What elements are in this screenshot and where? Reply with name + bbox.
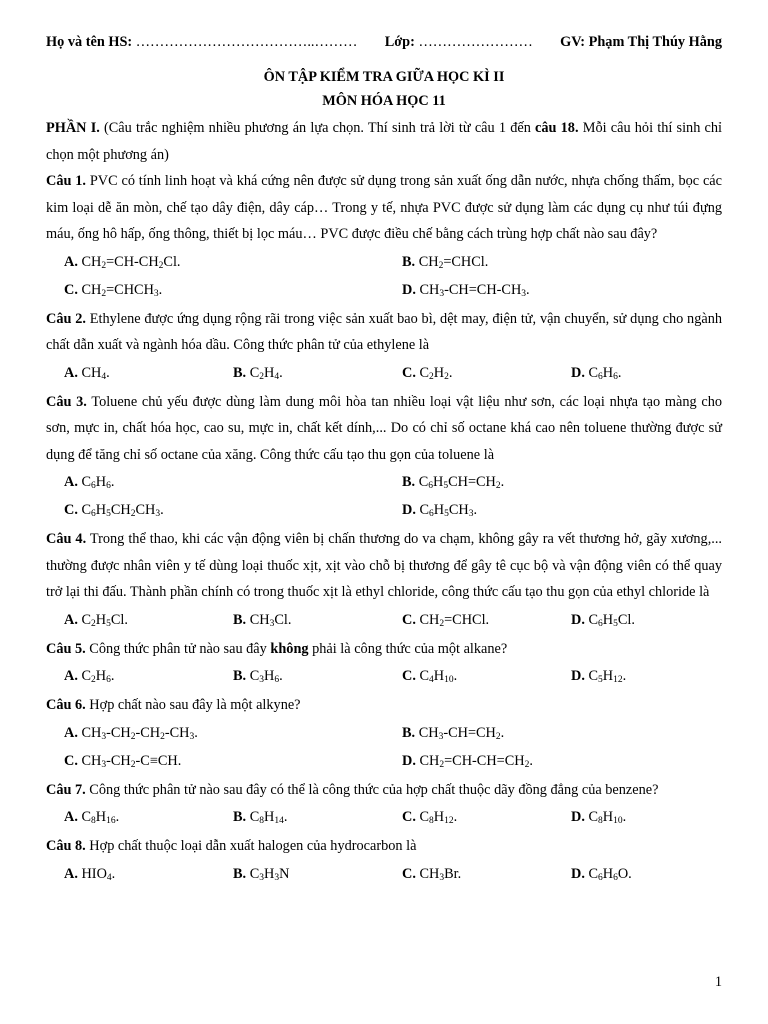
- option-c: C. $C_2H_2$.: [402, 364, 453, 382]
- option-b: B. $C_2H_4$.: [233, 364, 283, 382]
- option-a: A. $CH_4$.: [64, 364, 110, 382]
- question-3: Câu 3. Toluene chủ yếu được dùng làm dung môi hòa tan nhiều loại vật liệu như sơn, các loại nhựa tạo màng cho sơn, mực in, chất hóa học, cao su, mực in, chất kết dính,... Do có chỉ số octane khá cao nên toluene thường được sử dụng để tăng chỉ số octane của xăng. Công thức cấu tạo thu gọn của toluene là: [46, 393, 722, 463]
- options-q7: [64, 803, 722, 831]
- option-c: C. $CH_3-CH_2-C\equiv CH$.: [64, 752, 182, 770]
- header-line: [46, 34, 722, 51]
- question-5: Câu 5. Công thức phân tử nào sau đây không phải là công thức của một alkane?: [46, 640, 508, 657]
- option-c: C. $CH_2=CHCl$.: [402, 611, 490, 629]
- option-a: A. $C_2H_5Cl$.: [64, 611, 128, 629]
- document-title: [46, 65, 722, 113]
- option-b: B. $CH_2=CHCl$.: [402, 253, 489, 271]
- option-d: D. $C_6H_6$.: [571, 364, 622, 382]
- question-4: Câu 4. Trong thể thao, khi các vận động viên bị chấn thương do va chạm, không gây ra vết thương hở, gãy xương,... thường được nhân viên y tế dùng loại thuốc xịt, xịt vào chỗ bị thương để gây tê cục bộ và vận động viên có thể quay trở lại thi đấu. Thành phần chính có trong thuốc xịt là ethyl chloride, công thức cấu tạo thu gọn của ethyl chloride là: [46, 531, 722, 600]
- options-q4: [64, 606, 722, 634]
- option-b: B. $C_8H_{14}$.: [233, 809, 288, 826]
- option-d: D. $C_6H_5Cl$.: [571, 611, 635, 629]
- question-7: Câu 7. Công thức phân tử nào sau đây có thể là công thức của hợp chất thuộc dãy đồng đẳng của benzene?: [46, 781, 659, 798]
- option-c: C. $C_6H_5CH_2CH_3$.: [64, 502, 164, 519]
- option-b: B. $C_6H_5CH=CH_2$.: [402, 474, 505, 491]
- question-6: Câu 6. Hợp chất nào sau đây là một alkyne?: [46, 697, 301, 713]
- question-1: Câu 1. PVC có tính linh hoạt và khá cứng nên được sử dụng trong sản xuất ống dẫn nước, nhựa chống thấm, bọc các kim loại dễ ăn mòn, chế tạo dây điện, dây cáp… Trong y tế, nhựa PVC được sử dụng làm các dụng cụ như túi đựng máu, ống hô hấp, ống thông, thiết bị lọc máu… PVC được điều chế bằng cách trùng hợp chất nào sau đây?: [46, 173, 722, 242]
- options-q8: [64, 860, 722, 888]
- option-d: D. $C_8H_{10}$.: [571, 809, 627, 826]
- question-2: Câu 2. Ethylene được ứng dụng rộng rãi trong việc sản xuất bao bì, dệt may, điện tử, vận chuyển, sử dụng cho ngành chất dẫn xuất và ngành hóa dầu. Công thức phân tử của ethylene là: [46, 310, 722, 353]
- options-q6: [64, 719, 722, 775]
- option-c: C. $CH_2=CHCH_3$.: [64, 281, 163, 299]
- title-subject: MÔN HÓA HỌC 11: [322, 93, 446, 109]
- class-field: Lớp: ……………………: [384, 34, 533, 50]
- option-d: D. $C_6H_6O$.: [571, 865, 632, 883]
- option-a: A. $C_8H_{16}$.: [64, 809, 120, 826]
- options-q5: [64, 662, 722, 690]
- student-name-field: Họ và tên HS: ………………………………..………: [46, 34, 358, 50]
- option-b: B. $CH_3Cl$.: [233, 611, 292, 629]
- options-q1: [64, 248, 722, 304]
- option-c: C. $C_4H_{10}$.: [402, 668, 458, 685]
- teacher-name: GV: Phạm Thị Thúy Hằng: [560, 34, 722, 50]
- option-a: A. $HIO_4$.: [64, 865, 116, 883]
- option-b: B. $C_3H_3N$: [233, 865, 290, 883]
- part-instructions: PHẦN I. (Câu trắc nghiệm nhiều phương án lựa chọn. Thí sinh trả lời từ câu 1 đến câu 18. Mỗi câu hỏi thí sinh chỉ chọn một phương án): [46, 120, 722, 163]
- title-exam: ÔN TẬP KIỂM TRA GIỮA HỌC KÌ II: [263, 69, 505, 85]
- page-number: 1: [714, 974, 722, 990]
- option-d: D. $C_5H_{12}$.: [571, 668, 627, 685]
- option-b: B. $CH_3-CH=CH_2$.: [402, 724, 505, 742]
- option-d: D. $CH_3-CH=CH-CH_3$.: [402, 281, 530, 299]
- option-a: A. $CH_2=CH-CH_2Cl$.: [64, 253, 181, 271]
- option-c: C. $C_8H_{12}$.: [402, 809, 458, 826]
- option-b: B. $C_3H_6$.: [233, 668, 283, 685]
- option-c: C. $CH_3Br$.: [402, 865, 462, 883]
- option-a: A. $CH_3-CH_2-CH_2-CH_3$.: [64, 724, 198, 742]
- option-a: A. $C_6H_6$.: [64, 474, 115, 491]
- question-8: Câu 8. Hợp chất thuộc loại dẫn xuất halogen của hydrocarbon là: [46, 838, 417, 854]
- options-q2: [64, 359, 722, 387]
- option-a: A. $C_2H_6$.: [64, 668, 115, 685]
- option-d: D. $CH_2=CH-CH=CH_2$.: [402, 752, 533, 770]
- option-d: D. $C_6H_5CH_3$.: [402, 502, 478, 519]
- options-q3: [64, 468, 722, 524]
